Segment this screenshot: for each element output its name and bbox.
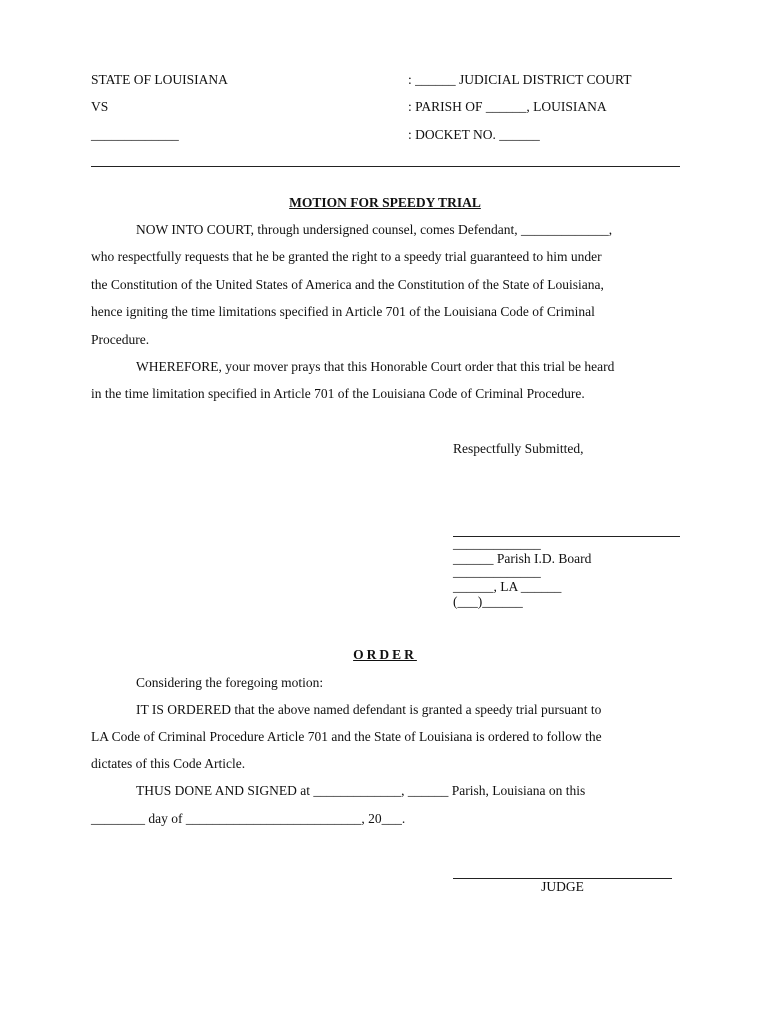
motion-line: WHEREFORE, your mover prays that this Honorable Court order that this trial be heard bbox=[136, 359, 615, 374]
attorney-name-blank: _____________ bbox=[453, 536, 541, 551]
motion-line: Procedure. bbox=[91, 332, 150, 347]
caption-defendant-blank: _____________ bbox=[91, 127, 179, 142]
order-line: LA Code of Criminal Procedure Article 701 and the State of Louisiana is ordered to follow the bbox=[91, 729, 602, 744]
caption-court: : ______ JUDICIAL DISTRICT COURT bbox=[408, 72, 632, 87]
motion-line: in the time limitation specified in Article 701 of the Louisiana Code of Criminal Procedure. bbox=[91, 386, 585, 401]
order-line: dictates of this Code Article. bbox=[91, 756, 246, 771]
caption-vs: VS bbox=[91, 99, 109, 114]
motion-line: hence igniting the time limitations specified in Article 701 of the Louisiana Code of Criminal bbox=[91, 304, 595, 319]
judge-label: JUDGE bbox=[541, 879, 584, 894]
caption-divider bbox=[91, 166, 680, 167]
order-line: THUS DONE AND SIGNED at _____________, ______ Parish, Louisiana on this bbox=[136, 783, 586, 798]
motion-line: NOW INTO COURT, through undersigned counsel, comes Defendant, _____________, bbox=[136, 222, 613, 237]
order-line: Considering the foregoing motion: bbox=[136, 675, 324, 690]
caption-docket: : DOCKET NO. ______ bbox=[408, 127, 540, 142]
order-line: ________ day of __________________________, 20___. bbox=[91, 811, 406, 826]
motion-line: who respectfully requests that he be granted the right to a speedy trial guaranteed to him under bbox=[91, 249, 602, 264]
order-title: ORDER bbox=[353, 647, 417, 662]
attorney-office: ______ Parish I.D. Board bbox=[453, 551, 592, 566]
caption-parish: : PARISH OF ______, LOUISIANA bbox=[408, 99, 607, 114]
closing-text: Respectfully Submitted, bbox=[453, 441, 584, 456]
motion-line: the Constitution of the United States of America and the Constitution of the State of Louisiana, bbox=[91, 277, 604, 292]
caption-state: STATE OF LOUISIANA bbox=[91, 72, 228, 87]
attorney-city: ______, LA ______ bbox=[453, 579, 562, 594]
attorney-phone: (___)______ bbox=[453, 594, 523, 609]
motion-title: MOTION FOR SPEEDY TRIAL bbox=[289, 195, 481, 210]
order-line: IT IS ORDERED that the above named defendant is granted a speedy trial pursuant to bbox=[136, 702, 602, 717]
attorney-address-blank: _____________ bbox=[453, 564, 541, 579]
